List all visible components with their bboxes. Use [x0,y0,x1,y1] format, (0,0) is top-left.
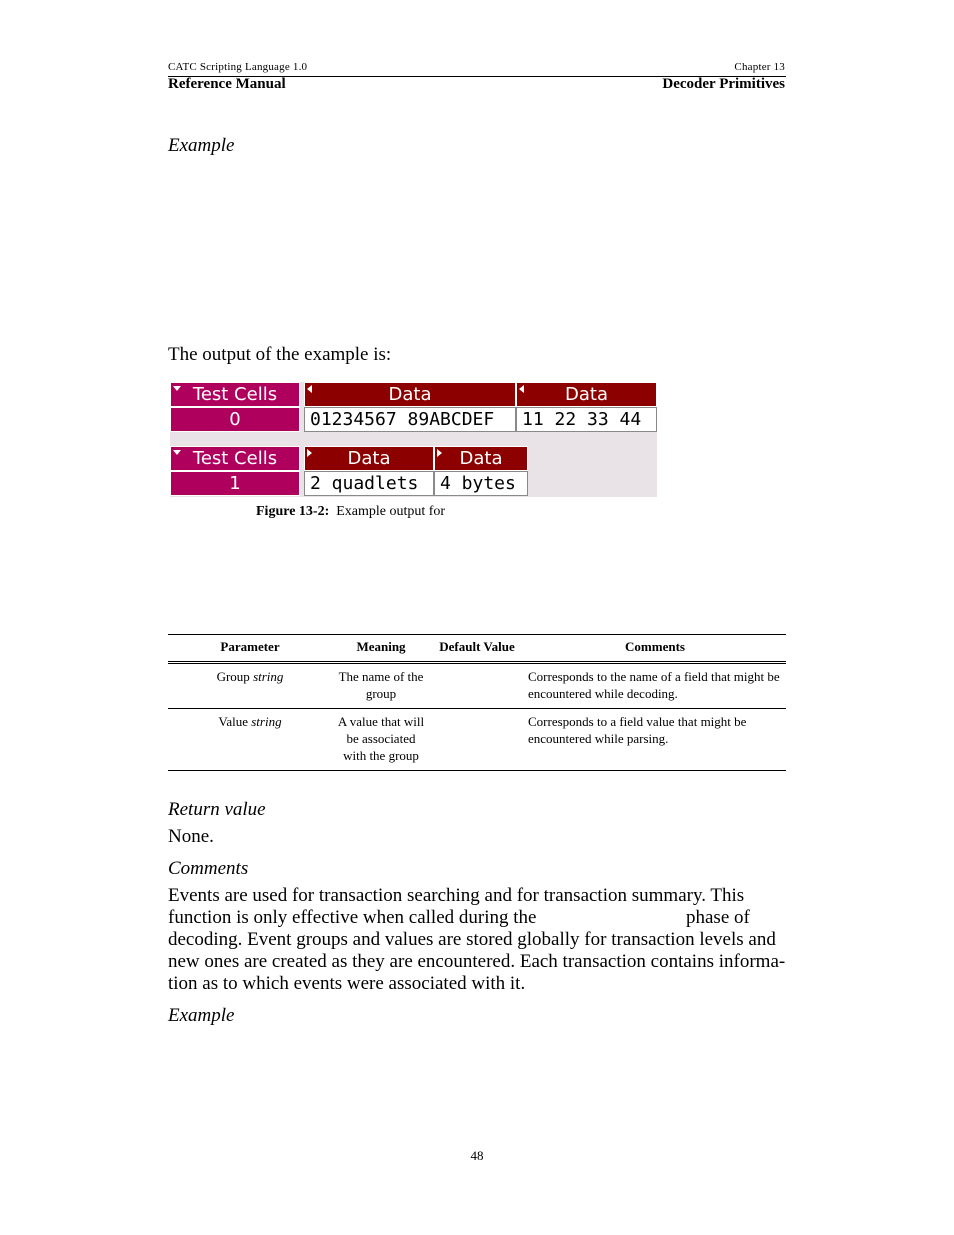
figure-caption: Figure 13-2: Example output for [256,504,446,519]
comments-line-3: decoding. Event groups and values are stored globally for transaction levels and [168,929,776,950]
comments-line-1: Events are used for transaction searching and for transaction summary. This [168,885,745,906]
header-default-value: Default Value [430,635,524,663]
row2-label-bottom: 1 [170,471,300,496]
table-header-row [168,635,786,663]
param-comments: Corresponds to the name of a field that might be encountered while decoding. [524,663,786,709]
collapse-left-icon [307,385,312,393]
param-name: Value string [168,709,332,771]
comments-line-2b: phase of [686,907,750,928]
param-default [430,663,524,709]
row2-label-top[interactable]: Test Cells [170,446,300,471]
running-header-manual: Reference Manual [168,76,286,92]
comments-line-4: new ones are created as they are encountered. Each transaction contains informa- [168,951,786,972]
header-meaning: Meaning [332,635,430,663]
header-comments: Comments [524,635,786,663]
table-row [168,663,786,709]
row2-field1-name[interactable]: Data [304,446,434,471]
collapse-arrow-icon [173,450,181,455]
running-header-section: Decoder Primitives [662,76,785,92]
example-heading-2: Example [168,1005,235,1026]
expand-right-icon [437,449,442,457]
running-header-chapter: Chapter 13 [734,61,785,73]
row1-field1-value: 01234567 89ABCDEF [304,407,516,432]
row1-label-bottom: 0 [170,407,300,432]
output-intro: The output of the example is: [168,344,392,365]
row2-field2-value: 4 bytes [434,471,528,496]
parameters-table [168,634,786,771]
expand-right-icon [307,449,312,457]
comments-heading: Comments [168,858,249,879]
example-output-figure [170,382,657,497]
row2-field2-name[interactable]: Data [434,446,528,471]
row1-field2-name[interactable]: Data [516,382,657,407]
running-header-title: CATC Scripting Language 1.0 [168,61,308,73]
row1-label-top[interactable]: Test Cells [170,382,300,407]
row1-field1-name[interactable]: Data [304,382,516,407]
header-parameter: Parameter [168,635,332,663]
comments-line-2a: function is only effective when called during the [168,907,537,928]
param-meaning: A value that will be associated with the group [332,709,430,771]
param-name: Group string [168,663,332,709]
row1-field2-value: 11 22 33 44 [516,407,657,432]
param-comments: Corresponds to a field value that might be encountered while parsing. [524,709,786,771]
page-number: 48 [470,1148,484,1163]
return-value-heading: Return value [168,799,266,820]
param-default [430,709,524,771]
example-heading: Example [168,135,235,156]
param-meaning: The name of the group [332,663,430,709]
return-value-text: None. [168,826,214,847]
collapse-arrow-icon [173,386,181,391]
comments-line-5: tion as to which events were associated with it. [168,973,526,994]
row2-field1-value: 2 quadlets [304,471,434,496]
collapse-left-icon [519,385,524,393]
table-row [168,709,786,771]
